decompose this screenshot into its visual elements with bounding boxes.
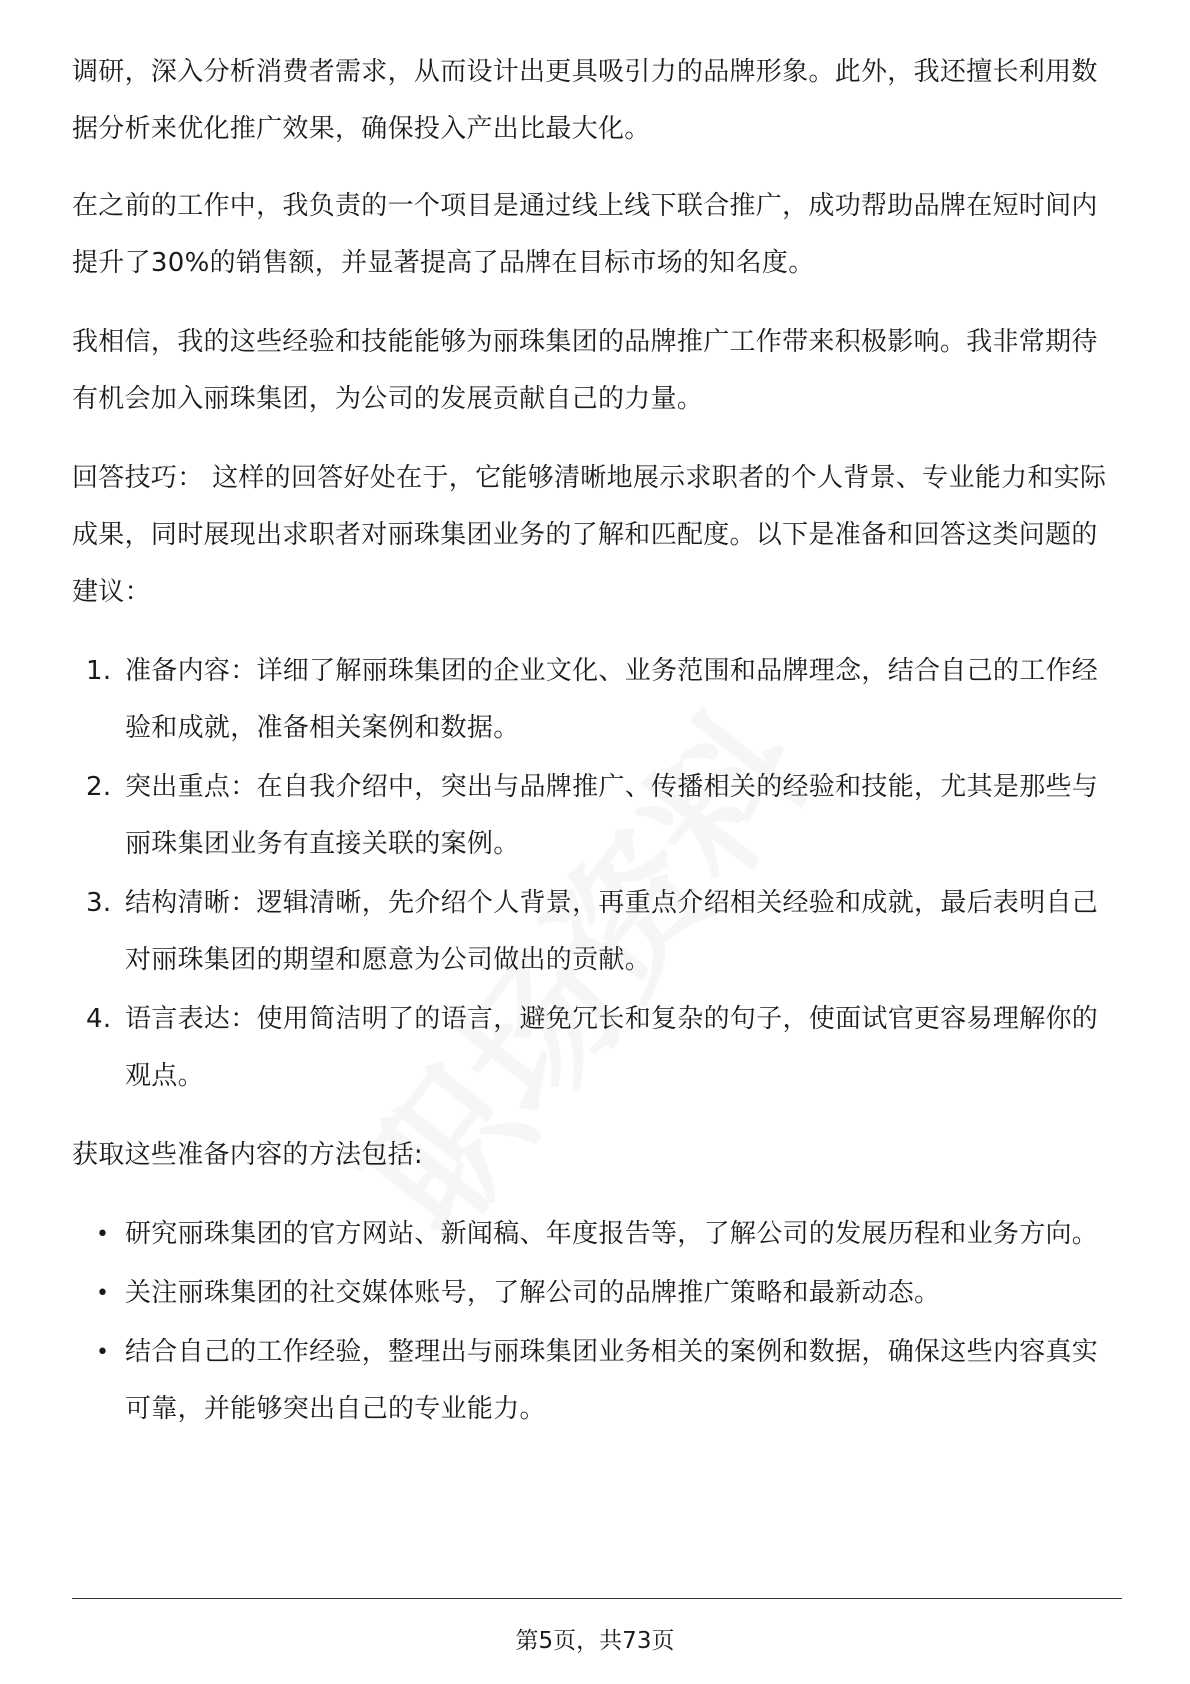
numbered-suggestion-list bbox=[72, 643, 1122, 1105]
bullet-icon: • bbox=[96, 1281, 110, 1306]
list-item bbox=[72, 643, 1122, 757]
paragraph-intro-continued: 调研，深入分析消费者需求，从而设计出更具吸引力的品牌形象。此外，我还擅长利用数据分析来优化推广效果，确保投入产出比最大化。 bbox=[72, 57, 1098, 144]
bullet-icon: • bbox=[96, 1222, 110, 1247]
bullet-icon: • bbox=[96, 1340, 110, 1365]
list-number: 1. bbox=[86, 656, 112, 686]
list-item-text: 研究丽珠集团的官方网站、新闻稿、年度报告等，了解公司的发展历程和业务方向。 bbox=[125, 1219, 1099, 1249]
list-item-text: 关注丽珠集团的社交媒体账号，了解公司的品牌推广策略和最新动态。 bbox=[125, 1278, 941, 1308]
list-number: 4. bbox=[86, 1004, 112, 1034]
list-item bbox=[72, 991, 1122, 1105]
list-item-text: 语言表达：使用简洁明了的语言，避免冗长和复杂的句子，使面试官更容易理解你的观点。 bbox=[125, 1004, 1099, 1091]
methods-heading: 获取这些准备内容的方法包括: bbox=[72, 1140, 423, 1170]
list-item bbox=[72, 1324, 1122, 1438]
list-item bbox=[72, 875, 1122, 989]
list-item bbox=[72, 759, 1122, 873]
list-item bbox=[72, 1206, 1122, 1263]
list-item-text: 结构清晰：逻辑清晰，先介绍个人背景，再重点介绍相关经验和成就，最后表明自己对丽珠集团的期望和愿意为公司做出的贡献。 bbox=[125, 888, 1099, 975]
paragraph-closing-statement: 我相信，我的这些经验和技能能够为丽珠集团的品牌推广工作带来积极影响。我非常期待有机会加入丽珠集团，为公司的发展贡献自己的力量。 bbox=[72, 327, 1098, 414]
list-item-text: 准备内容：详细了解丽珠集团的企业文化、业务范围和品牌理念，结合自己的工作经验和成就，准备相关案例和数据。 bbox=[125, 656, 1099, 743]
list-item-text: 突出重点：在自我介绍中，突出与品牌推广、传播相关的经验和技能，尤其是那些与丽珠集团业务有直接关联的案例。 bbox=[125, 772, 1099, 859]
list-item-text: 结合自己的工作经验，整理出与丽珠集团业务相关的案例和数据，确保这些内容真实可靠，并能够突出自己的专业能力。 bbox=[125, 1337, 1099, 1424]
footer-divider bbox=[72, 1598, 1122, 1599]
bullet-method-list bbox=[72, 1206, 1122, 1438]
paragraph-answer-tips: 回答技巧： 这样的回答好处在于，它能够清晰地展示求职者的个人背景、专业能力和实际成果，同时展现出求职者对丽珠集团业务的了解和匹配度。以下是准备和回答这类问题的建议： bbox=[72, 463, 1107, 607]
list-number: 3. bbox=[86, 888, 112, 918]
paragraph-project-experience: 在之前的工作中，我负责的一个项目是通过线上线下联合推广，成功帮助品牌在短时间内提升了30%的销售额，并显著提高了品牌在目标市场的知名度。 bbox=[72, 191, 1098, 278]
page-indicator: 第5页，共73页 bbox=[515, 1628, 675, 1654]
document-body bbox=[72, 44, 1122, 1440]
list-number: 2. bbox=[86, 772, 112, 802]
list-item bbox=[72, 1265, 1122, 1322]
